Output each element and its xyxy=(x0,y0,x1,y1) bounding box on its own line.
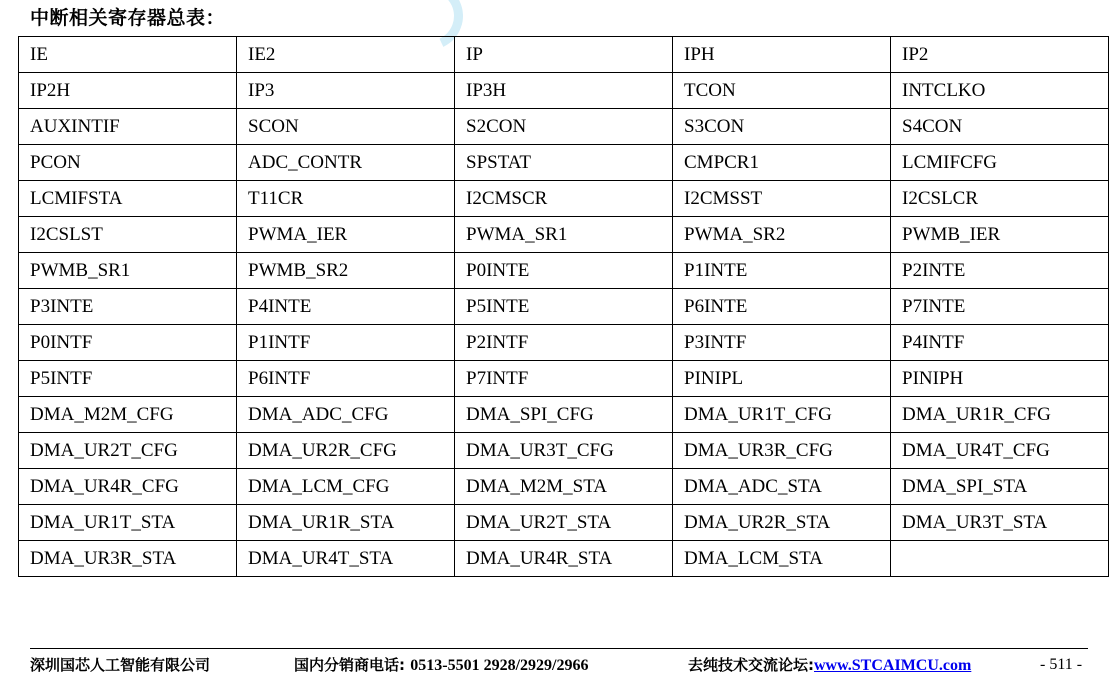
register-cell: PWMB_SR2 xyxy=(237,253,455,289)
register-cell: PWMB_SR1 xyxy=(19,253,237,289)
register-cell: SCON xyxy=(237,109,455,145)
register-cell: DMA_UR4R_STA xyxy=(455,541,673,577)
register-cell: P4INTF xyxy=(891,325,1109,361)
register-cell: LCMIFSTA xyxy=(19,181,237,217)
register-cell: IP3 xyxy=(237,73,455,109)
register-cell: P3INTE xyxy=(19,289,237,325)
register-cell: P5INTE xyxy=(455,289,673,325)
register-cell: DMA_UR2R_STA xyxy=(673,505,891,541)
register-cell: I2CMSST xyxy=(673,181,891,217)
register-cell: DMA_UR1T_CFG xyxy=(673,397,891,433)
footer-phone-label: 国内分销商电话: xyxy=(294,656,411,674)
page-title: 中断相关寄存器总表： xyxy=(30,7,226,29)
register-cell: DMA_UR2R_CFG xyxy=(237,433,455,469)
register-cell: S3CON xyxy=(673,109,891,145)
register-cell: DMA_UR4T_STA xyxy=(237,541,455,577)
table-row xyxy=(19,217,1109,253)
register-cell: PWMA_SR1 xyxy=(455,217,673,253)
register-table-body xyxy=(19,37,1109,577)
register-cell: DMA_LCM_CFG xyxy=(237,469,455,505)
register-cell: DMA_LCM_STA xyxy=(673,541,891,577)
footer-forum-link[interactable]: www.STCAIMCU.com xyxy=(814,657,972,674)
footer-forum xyxy=(688,654,971,676)
footer-company xyxy=(30,654,210,676)
register-cell: DMA_UR4T_CFG xyxy=(891,433,1109,469)
table-row xyxy=(19,361,1109,397)
table-row xyxy=(19,145,1109,181)
register-cell: P5INTF xyxy=(19,361,237,397)
register-cell: P1INTF xyxy=(237,325,455,361)
register-cell: DMA_UR1R_STA xyxy=(237,505,455,541)
table-row xyxy=(19,541,1109,577)
register-cell: PWMB_IER xyxy=(891,217,1109,253)
table-row xyxy=(19,505,1109,541)
register-cell: P6INTE xyxy=(673,289,891,325)
table-row xyxy=(19,397,1109,433)
register-cell: DMA_UR3R_CFG xyxy=(673,433,891,469)
table-row xyxy=(19,433,1109,469)
register-cell: P1INTE xyxy=(673,253,891,289)
register-cell: I2CSLCR xyxy=(891,181,1109,217)
register-cell: P4INTE xyxy=(237,289,455,325)
table-row xyxy=(19,109,1109,145)
register-cell: DMA_UR3T_CFG xyxy=(455,433,673,469)
footer-forum-label: 去纯技术交流论坛: xyxy=(688,656,814,674)
register-cell xyxy=(891,541,1109,577)
register-cell: DMA_UR4R_CFG xyxy=(19,469,237,505)
register-cell: DMA_UR2T_STA xyxy=(455,505,673,541)
register-cell: S4CON xyxy=(891,109,1109,145)
register-cell: DMA_SPI_CFG xyxy=(455,397,673,433)
register-cell: SPSTAT xyxy=(455,145,673,181)
footer-phone xyxy=(294,654,588,676)
register-cell: PINIPL xyxy=(673,361,891,397)
footer-phone-numbers: 0513-5501 2928/2929/2966 xyxy=(410,657,589,674)
register-cell: PCON xyxy=(19,145,237,181)
register-cell: IP xyxy=(455,37,673,73)
register-cell: T11CR xyxy=(237,181,455,217)
register-cell: CMPCR1 xyxy=(673,145,891,181)
register-cell: AUXINTIF xyxy=(19,109,237,145)
register-cell: DMA_ADC_STA xyxy=(673,469,891,505)
register-cell: P2INTF xyxy=(455,325,673,361)
register-cell: DMA_UR3T_STA xyxy=(891,505,1109,541)
register-table xyxy=(18,36,1109,577)
register-cell: P3INTF xyxy=(673,325,891,361)
register-cell: IP2H xyxy=(19,73,237,109)
register-cell: IP3H xyxy=(455,73,673,109)
register-cell: P0INTE xyxy=(455,253,673,289)
register-cell: P7INTF xyxy=(455,361,673,397)
register-cell: ADC_CONTR xyxy=(237,145,455,181)
register-cell: I2CMSCR xyxy=(455,181,673,217)
register-cell: IPH xyxy=(673,37,891,73)
register-cell: S2CON xyxy=(455,109,673,145)
register-cell: IP2 xyxy=(891,37,1109,73)
register-cell: DMA_ADC_CFG xyxy=(237,397,455,433)
register-cell: IE xyxy=(19,37,237,73)
table-row xyxy=(19,469,1109,505)
register-cell: INTCLKO xyxy=(891,73,1109,109)
register-cell: P0INTF xyxy=(19,325,237,361)
register-cell: PWMA_SR2 xyxy=(673,217,891,253)
register-cell: PINIPH xyxy=(891,361,1109,397)
register-cell: P7INTE xyxy=(891,289,1109,325)
register-cell: DMA_UR2T_CFG xyxy=(19,433,237,469)
table-row xyxy=(19,73,1109,109)
register-cell: DMA_M2M_CFG xyxy=(19,397,237,433)
table-row xyxy=(19,37,1109,73)
register-cell: DMA_M2M_STA xyxy=(455,469,673,505)
register-cell: I2CSLST xyxy=(19,217,237,253)
footer-company-name: 深圳国芯人工智能有限公司 xyxy=(30,656,211,674)
table-row xyxy=(19,253,1109,289)
register-cell: LCMIFCFG xyxy=(891,145,1109,181)
register-cell: DMA_UR3R_STA xyxy=(19,541,237,577)
register-cell: PWMA_IER xyxy=(237,217,455,253)
register-cell: TCON xyxy=(673,73,891,109)
register-cell: IE2 xyxy=(237,37,455,73)
footer-divider xyxy=(30,648,1088,649)
table-row xyxy=(19,325,1109,361)
register-cell: P2INTE xyxy=(891,253,1109,289)
table-row xyxy=(19,181,1109,217)
register-cell: DMA_UR1R_CFG xyxy=(891,397,1109,433)
register-cell: P6INTF xyxy=(237,361,455,397)
page-number: - 511 - xyxy=(1040,656,1083,673)
table-row xyxy=(19,289,1109,325)
register-cell: DMA_SPI_STA xyxy=(891,469,1109,505)
register-cell: DMA_UR1T_STA xyxy=(19,505,237,541)
